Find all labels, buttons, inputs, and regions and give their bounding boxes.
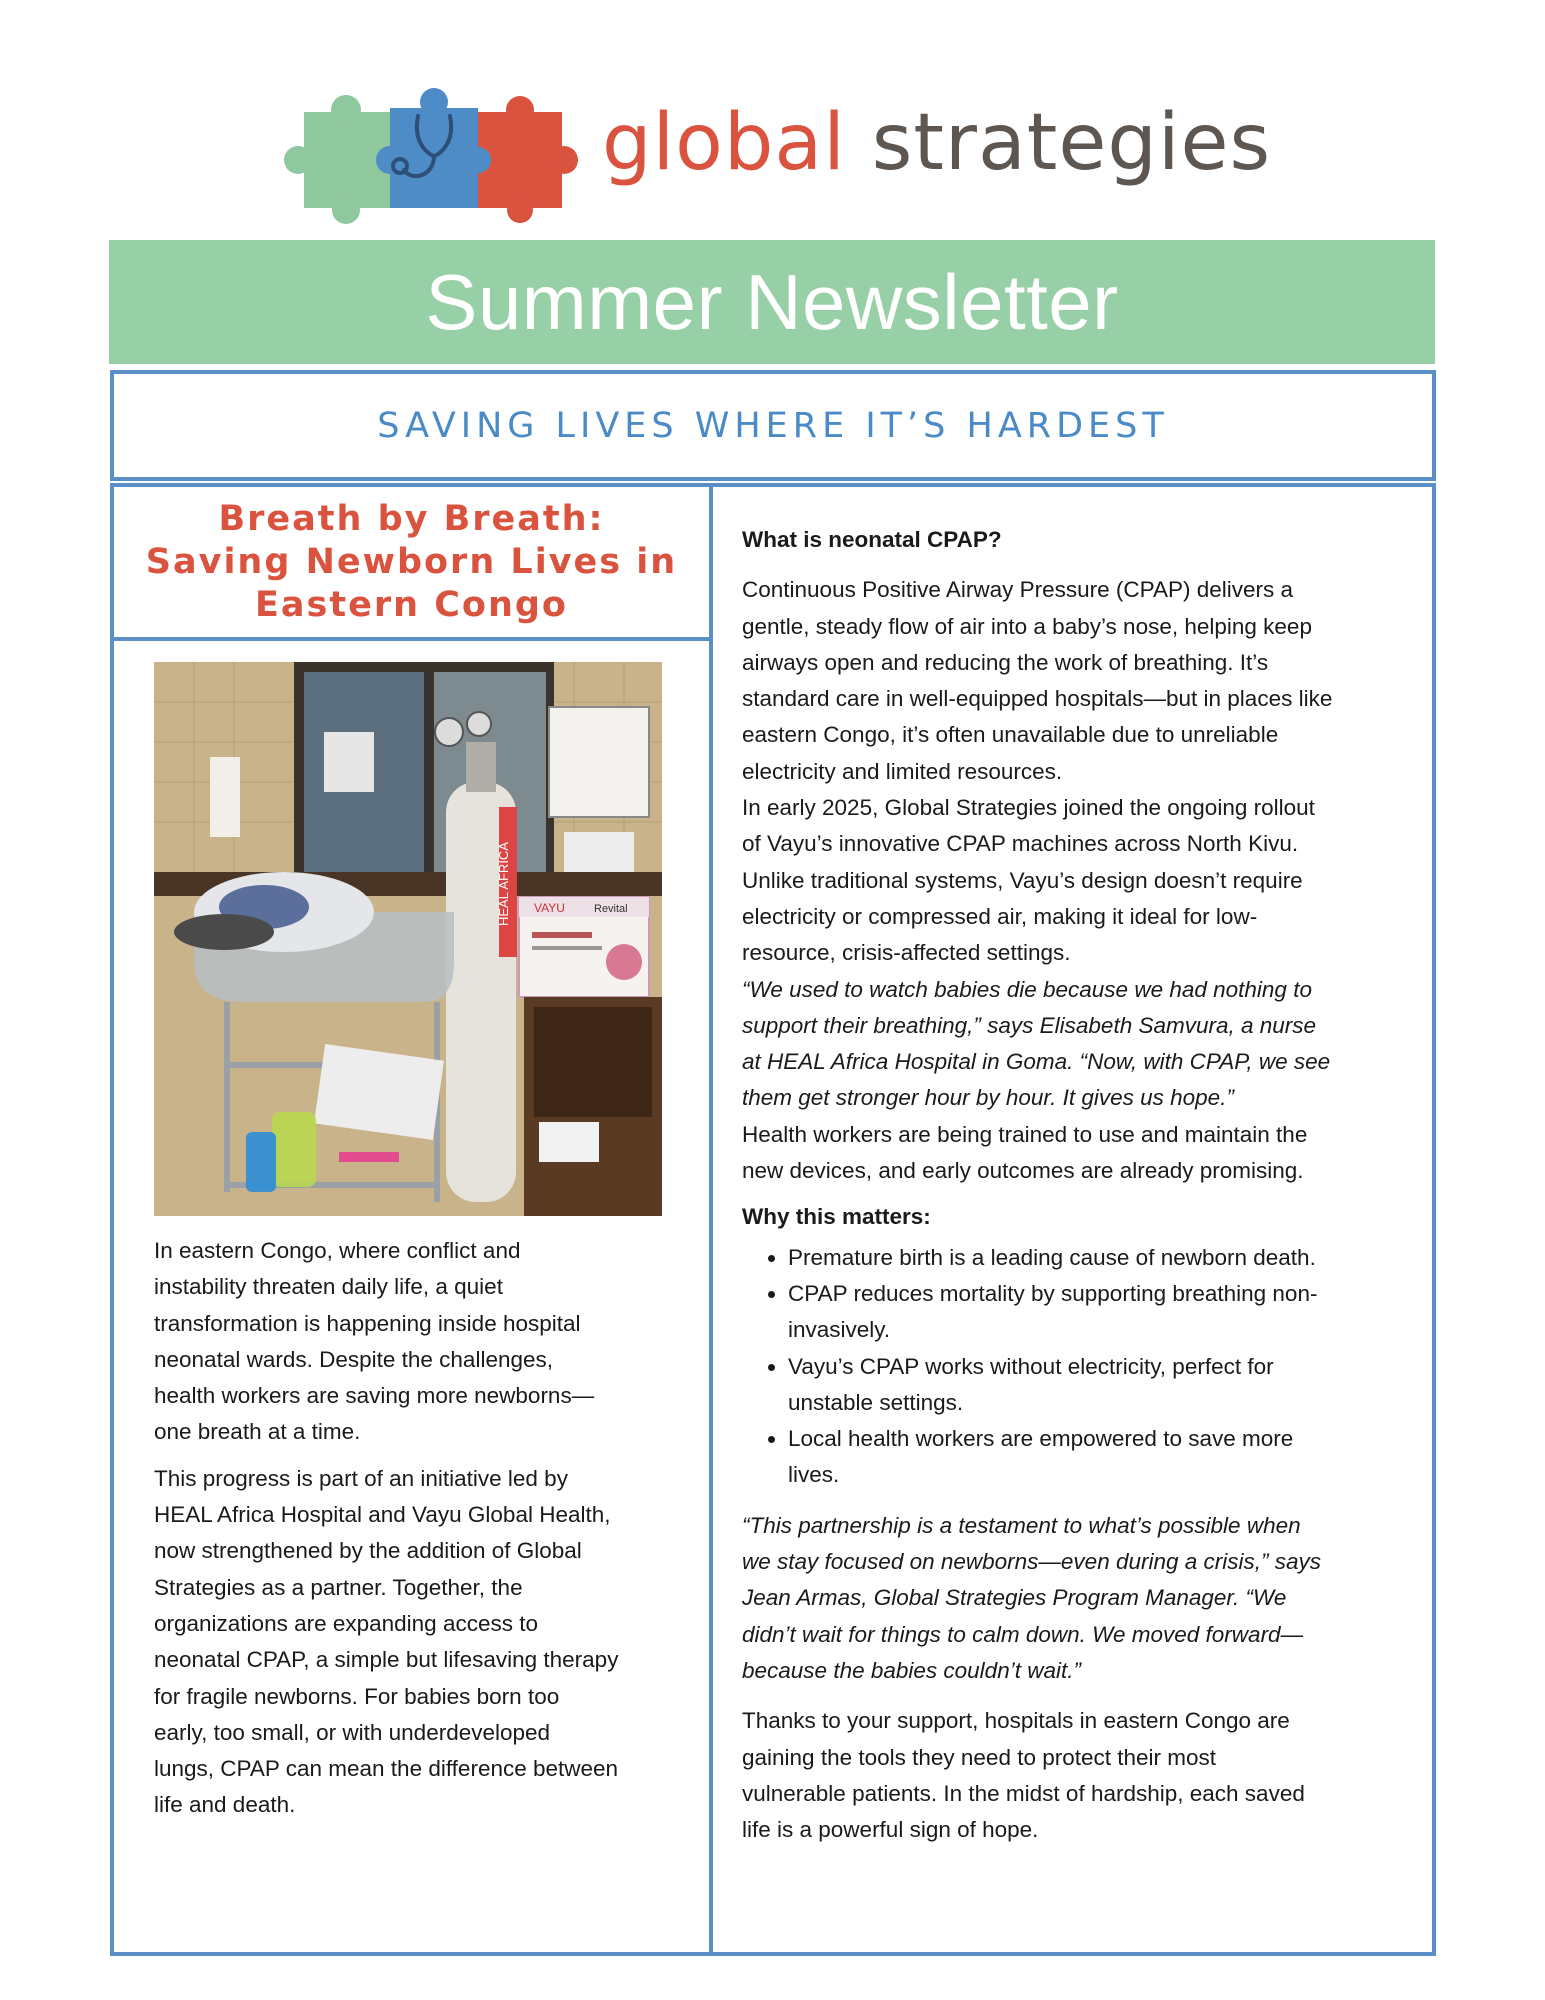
list-item	[788, 1349, 1402, 1422]
list-item	[788, 1240, 1402, 1276]
text-line: for fragile newborns. For babies born too	[154, 1683, 560, 1709]
blue-puzzle-piece	[376, 88, 478, 208]
cylinder-label: HEAL AFRICA	[496, 842, 511, 927]
puzzle-pieces-icon	[282, 86, 582, 228]
text-line: support their breathing,” says Elisabeth Samvura, a nurse	[742, 1012, 1317, 1038]
box-brand: VAYU	[534, 901, 565, 915]
logo-word-global: global	[602, 98, 846, 188]
text-line: electricity or compressed air, making it ideal for low-	[742, 903, 1258, 929]
paragraph	[154, 1233, 674, 1451]
text-line: new devices, and early outcomes are already promising.	[742, 1158, 1304, 1184]
text-line: Vayu’s CPAP works without electricity, perfect for	[788, 1353, 1274, 1379]
logo-wordmark	[602, 98, 1272, 188]
green-puzzle-piece	[284, 95, 390, 224]
paragraph	[742, 572, 1402, 790]
text-line: of Vayu’s innovative CPAP machines across North Kivu.	[742, 831, 1299, 857]
text-line: standard care in well-equipped hospitals—but in places like	[742, 686, 1333, 712]
text-line: In eastern Congo, where conflict and	[154, 1238, 521, 1263]
text-line: instability threaten daily life, a quiet	[154, 1274, 503, 1300]
newsletter-banner	[109, 240, 1435, 364]
text-line: HEAL Africa Hospital and Vayu Global Health,	[154, 1502, 611, 1528]
why-it-matters-list	[742, 1240, 1402, 1494]
global-strategies-logo	[282, 86, 1272, 228]
text-line: resource, crisis-affected settings.	[742, 940, 1071, 966]
text-line: airways open and reducing the work of breathing. It’s	[742, 649, 1269, 675]
list-item	[788, 1421, 1402, 1494]
text-line: invasively.	[788, 1317, 891, 1343]
text-line: life is a powerful sign of hope.	[742, 1817, 1039, 1843]
text-line: Continuous Positive Airway Pressure (CPAP) delivers a	[742, 577, 1294, 603]
headline-line: Eastern Congo	[255, 584, 568, 625]
text-line: “This partnership is a testament to what’s possible when	[742, 1512, 1301, 1538]
text-line: transformation is happening inside hospital	[154, 1310, 581, 1336]
text-line: organizations are expanding access to	[154, 1610, 538, 1636]
text-line: vulnerable patients. In the midst of hardship, each saved	[742, 1780, 1305, 1806]
red-puzzle-piece	[465, 96, 578, 223]
neonatal-ward-photo	[154, 662, 662, 1216]
closing-paragraph	[742, 1703, 1402, 1848]
text-line: health workers are saving more newborns—	[154, 1383, 595, 1409]
text-line: them get stronger hour by hour. It gives us hope.”	[742, 1085, 1234, 1111]
text-line: neonatal CPAP, a simple but lifesaving therapy	[154, 1647, 619, 1673]
text-line: electricity and limited resources.	[742, 758, 1063, 784]
text-line: neonatal wards. Despite the challenges,	[154, 1346, 554, 1372]
text-line: Unlike traditional systems, Vayu’s design doesn’t require	[742, 867, 1303, 893]
text-line: Jean Armas, Global Strategies Program Manager. “We	[742, 1585, 1287, 1611]
paragraph	[154, 1461, 674, 1824]
text-line: didn’t wait for things to calm down. We moved forward—	[742, 1621, 1304, 1647]
text-line: Thanks to your support, hospitals in eastern Congo are	[742, 1708, 1290, 1734]
text-line: Strategies as a partner. Together, the	[154, 1574, 523, 1600]
text-line: Health workers are being trained to use and maintain the	[742, 1121, 1308, 1147]
text-line: lives.	[788, 1462, 840, 1488]
text-line: we stay focused on newborns—even during a crisis,” says	[742, 1549, 1322, 1575]
text-line: Local health workers are empowered to save more	[788, 1426, 1294, 1452]
text-line: lungs, CPAP can mean the difference between	[154, 1756, 619, 1782]
section-heading: Why this matters:	[742, 1204, 931, 1230]
text-line: now strengthened by the addition of Global	[154, 1538, 582, 1564]
vayu-cpap-box	[519, 897, 649, 997]
tagline-box	[110, 370, 1436, 481]
headline-line: Breath by Breath:	[218, 498, 605, 539]
box-brand2: Revital	[594, 903, 628, 915]
text-line: This progress is part of an initiative led by	[154, 1465, 568, 1491]
left-body	[154, 1233, 674, 1824]
text-line: In early 2025, Global Strategies joined the ongoing rollout	[742, 795, 1315, 821]
logo-word-strategies: strategies	[871, 98, 1272, 188]
newsletter-title: Summer Newsletter	[425, 257, 1119, 346]
text-line: gaining the tools they need to protect their most	[742, 1744, 1217, 1770]
nurse-quote	[742, 972, 1402, 1117]
text-line: “We used to watch babies die because we had nothing to	[742, 976, 1312, 1002]
headline-line: Saving Newborn Lives in	[145, 541, 678, 582]
text-line: Premature birth is a leading cause of newborn death.	[788, 1244, 1316, 1270]
text-line: life and death.	[154, 1792, 296, 1818]
right-body	[742, 522, 1402, 1848]
list-item	[788, 1276, 1402, 1349]
text-line: unstable settings.	[788, 1389, 964, 1415]
text-line: at HEAL Africa Hospital in Goma. “Now, with CPAP, we see	[742, 1049, 1331, 1075]
paragraph	[742, 1117, 1402, 1190]
tagline: SAVING LIVES WHERE IT’S HARDEST	[377, 405, 1169, 446]
section-heading: What is neonatal CPAP?	[742, 527, 1002, 552]
paragraph	[742, 790, 1402, 971]
text-line: CPAP reduces mortality by supporting breathing non-	[788, 1280, 1318, 1306]
text-line: gentle, steady flow of air into a baby’s nose, helping keep	[742, 613, 1312, 639]
text-line: one breath at a time.	[154, 1419, 361, 1445]
article-headline	[110, 483, 713, 641]
text-line: early, too small, or with underdeveloped	[154, 1719, 551, 1745]
text-line: because the babies couldn’t wait.”	[742, 1657, 1081, 1683]
text-line: eastern Congo, it’s often unavailable due to unreliable	[742, 722, 1279, 748]
program-manager-quote	[742, 1508, 1402, 1689]
